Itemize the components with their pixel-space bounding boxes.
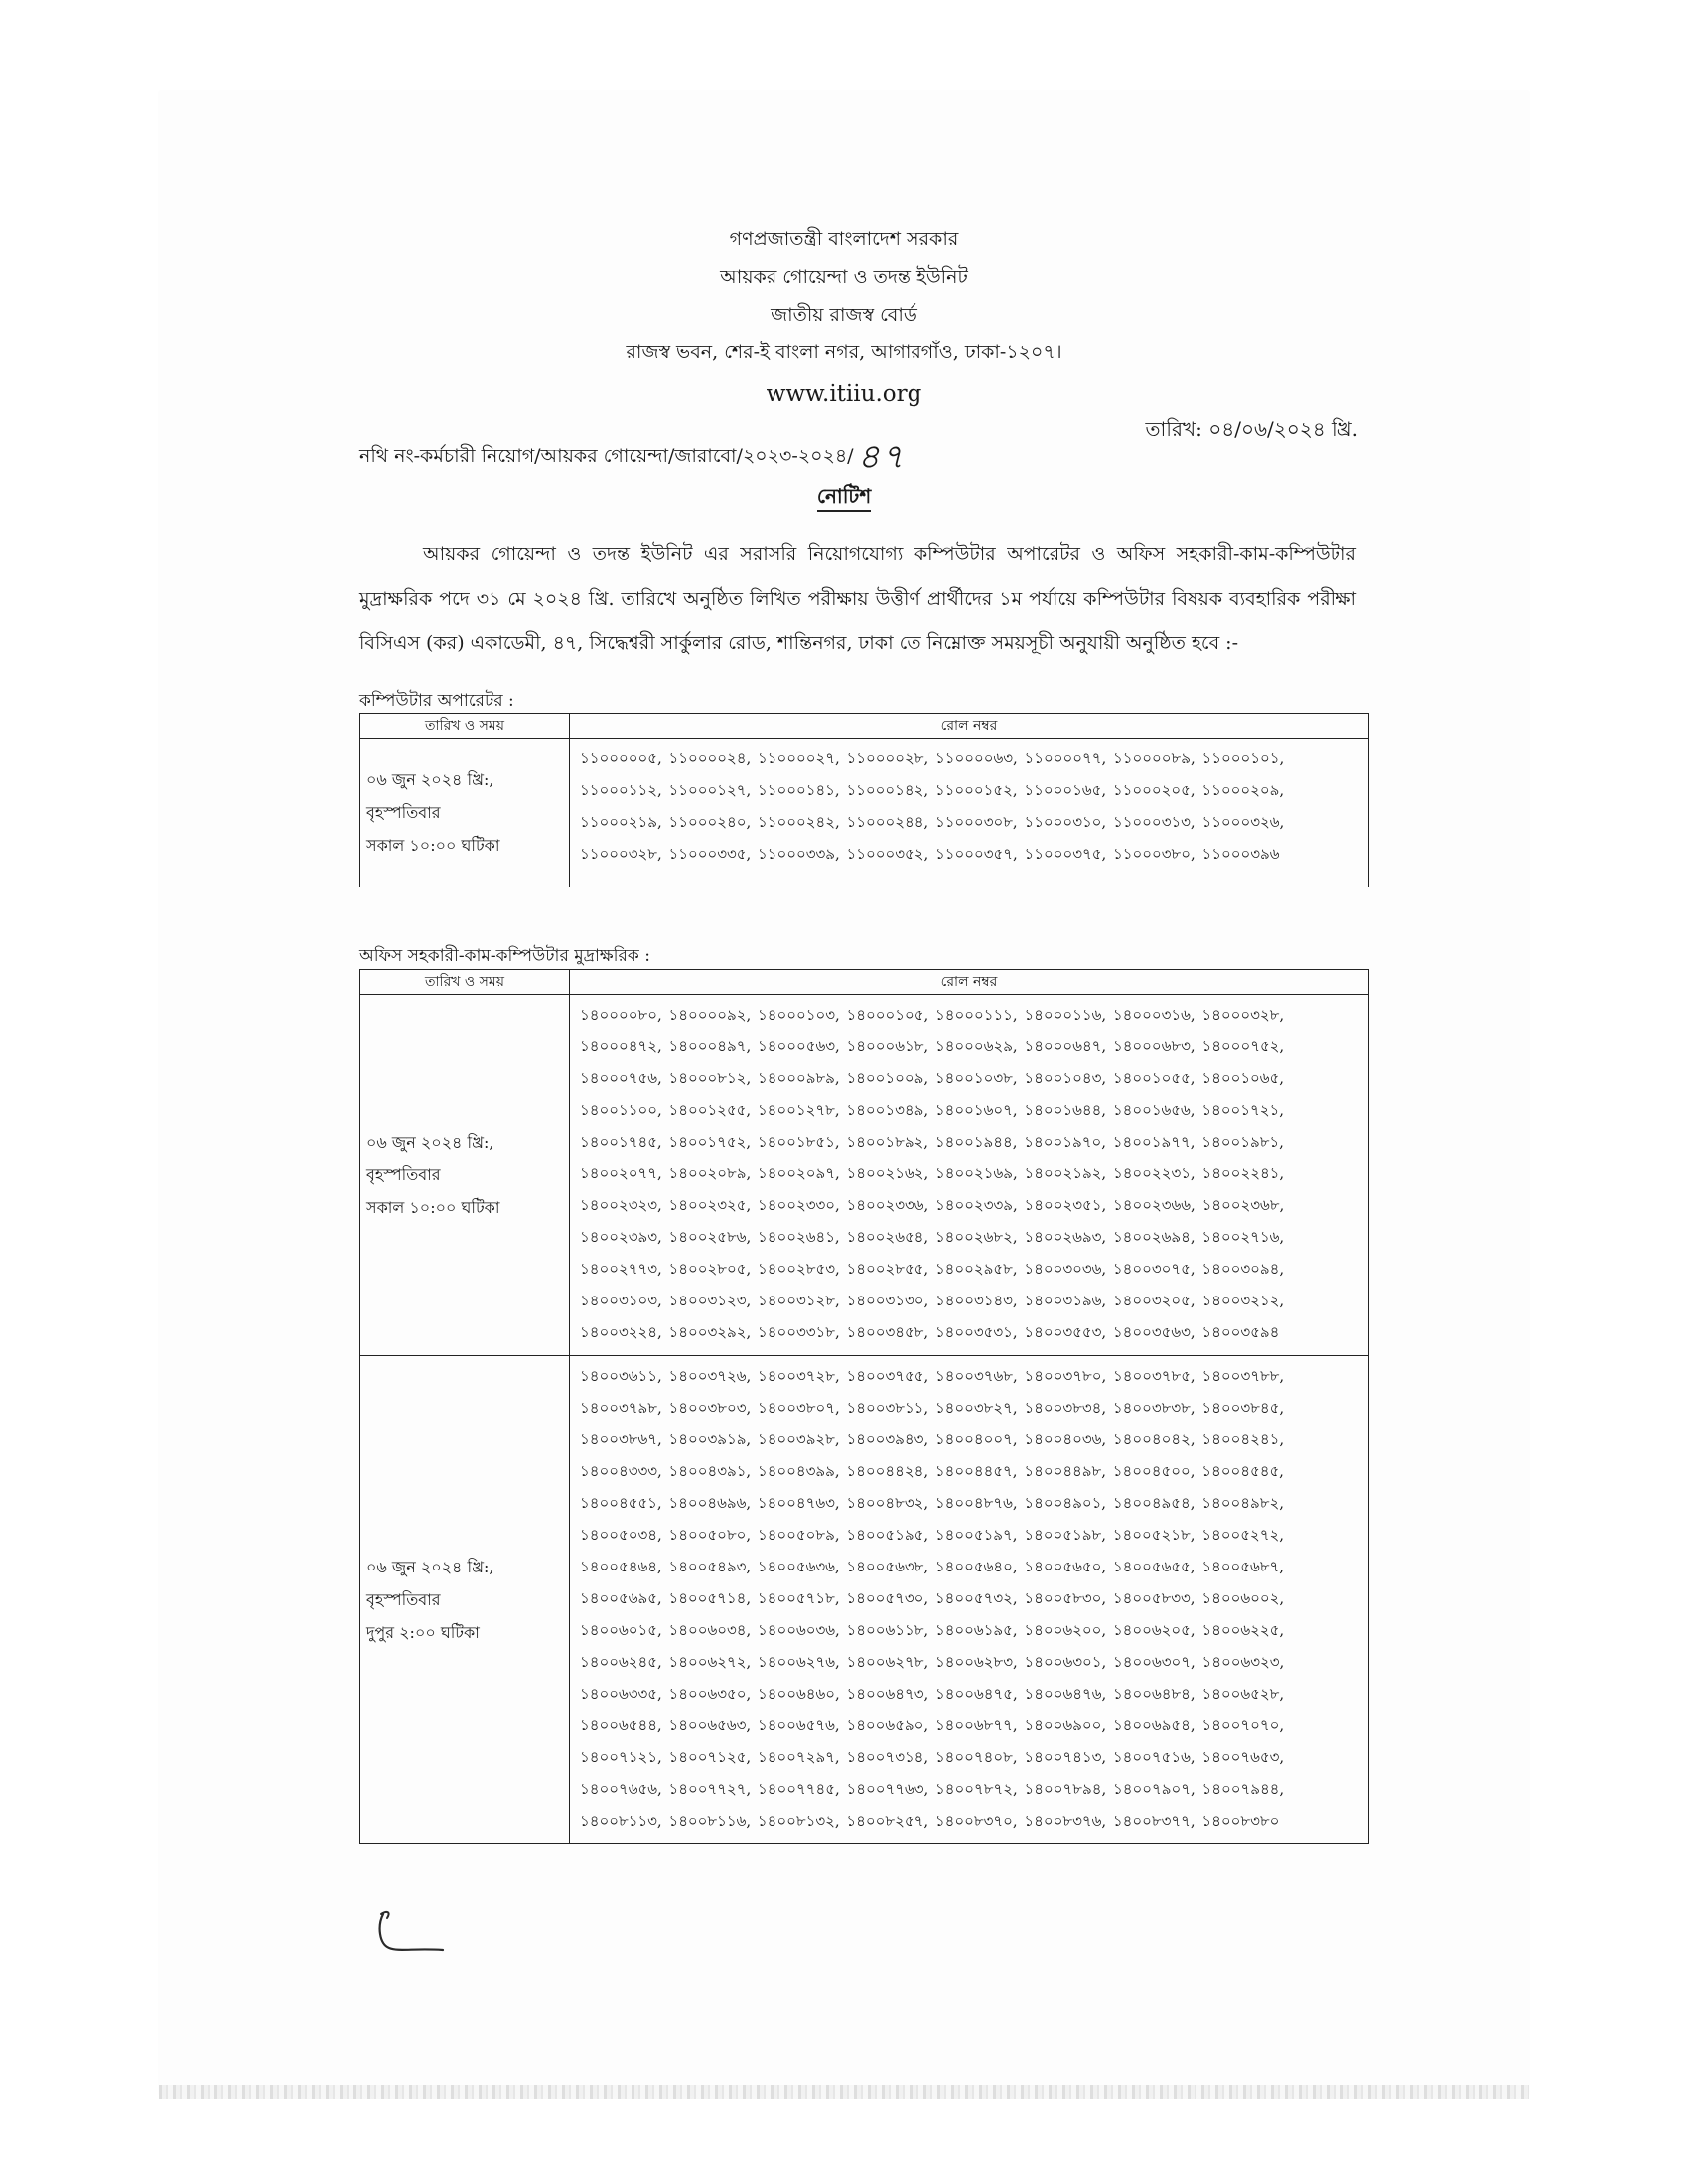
roll-numbers-cell: ১১০০০০০৫, ১১০০০০২৪, ১১০০০০২৭, ১১০০০০২৮, ১১০০০০৬৩, ১১০০০০৭৭, ১১০০০০৮৯, ১১০০০১০১, ১১০০০১১২, ১১০০০১২৭, ১১০০০১৪১, ১১০০০১৪২, ১১০০০১৫২, ১১০০০১৬৫, ১১০০০২০৫, ১১০০০২০৯, ১১০০০২১৯, ১১০০০২৪০, ১১০০০২৪২, ১১০০০২৪৪, ১১০০০৩০৮, ১১০০০৩১০, ১১০০০৩১৩, ১১০০০৩২৬, ১১০০০৩২৮, ১১০০০৩৩৫, ১১০০০৩৩৯, ১১০০০৩৫২, ১১০০০৩৫৭, ১১০০০৩৭৫, ১১০০০৩৮০, ১১০০০৩৯৬ xyxy=(570,739,1369,887)
schedule-time: সকাল ১০:০০ ঘটিকা xyxy=(366,836,500,855)
computer-operator-table xyxy=(359,713,1369,887)
letterhead-board: জাতীয় রাজস্ব বোর্ড xyxy=(771,304,917,326)
table-row xyxy=(360,739,1369,887)
schedule-date: ০৬ জুন ২০২৪ খ্রি:, xyxy=(366,770,494,789)
office-assistant-table xyxy=(359,969,1369,1844)
handwritten-initials xyxy=(373,1904,451,1960)
schedule-day: বৃহস্পতিবার xyxy=(366,803,441,822)
notice-body: আয়কর গোয়েন্দা ও তদন্ত ইউনিট এর সরাসরি নিয়োগযোগ্য কম্পিউটার অপারেটর ও অফিস সহকারী-কাম-কম্পিউটার মুদ্রাক্ষরিক পদে ৩১ মে ২০২৪ খ্রি. তারিখে অনুষ্ঠিত লিখিত পরীক্ষায় উত্তীর্ণ প্রার্থীদের ১ম পর্যায়ে কম্পিউটার বিষয়ক ব্যবহারিক পরীক্ষা বিসিএস (কর) একাডেমী, ৪৭, সিদ্ধেশ্বরী সার্কুলার রোড, শান্তিনগর, ঢাকা তে নিম্নোক্ত সময়সূচী অনুযায়ী অনুষ্ঠিত হবে :- xyxy=(359,543,1356,654)
column-header-roll-number: রোল নম্বর xyxy=(570,970,1369,995)
table-row xyxy=(360,995,1369,1356)
schedule-date: ০৬ জুন ২০২৪ খ্রি:, xyxy=(366,1558,494,1576)
handwritten-memo-number: ৪৭ xyxy=(857,437,906,477)
schedule-time: দুপুর ২:০০ ঘটিকা xyxy=(366,1623,480,1642)
schedule-cell xyxy=(360,995,570,1356)
letterhead-unit: আয়কর গোয়েন্দা ও তদন্ত ইউনিট xyxy=(720,266,968,288)
schedule-day: বৃহস্পতিবার xyxy=(366,1165,441,1184)
schedule-cell xyxy=(360,739,570,887)
schedule-cell xyxy=(360,1356,570,1844)
schedule-date: ০৬ জুন ২০২৪ খ্রি:, xyxy=(366,1133,494,1152)
notice-date: তারিখ: ০৪/০৬/২০২৪ খ্রি. xyxy=(1145,417,1358,441)
scan-edge-artifact xyxy=(159,2085,1529,2099)
file-number-text: নথি নং-কর্মচারী নিয়োগ/আয়কর গোয়েন্দা/জারাবো/২০২৩-২০২৪/ xyxy=(359,445,854,467)
table-header-row xyxy=(360,970,1369,995)
notice-heading-text: নোটিশ xyxy=(817,484,871,512)
schedule-day: বৃহস্পতিবার xyxy=(366,1590,441,1609)
letterhead-website: www.itiiu.org xyxy=(766,381,922,407)
column-header-roll-number: রোল নম্বর xyxy=(570,714,1369,739)
section-label-computer-operator: কম্পিউটার অপারেটর : xyxy=(359,691,514,711)
letterhead xyxy=(159,220,1529,413)
letterhead-address: রাজস্ব ভবন, শের-ই বাংলা নগর, আগারগাঁও, ঢাকা-১২০৭। xyxy=(626,341,1062,363)
file-number xyxy=(359,425,906,481)
roll-numbers-cell: ১৪০০০০৮০, ১৪০০০০৯২, ১৪০০০১০৩, ১৪০০০১০৫, ১৪০০০১১১, ১৪০০০১১৬, ১৪০০০৩১৬, ১৪০০০৩২৮, ১৪০০০৪৭২, ১৪০০০৪৯৭, ১৪০০০৫৬৩, ১৪০০০৬১৮, ১৪০০০৬২৯, ১৪০০০৬৪৭, ১৪০০০৬৮৩, ১৪০০০৭৫২, ১৪০০০৭৫৬, ১৪০০০৮১২, ১৪০০০৯৮৯, ১৪০০১০০৯, ১৪০০১০৩৮, ১৪০০১০৪৩, ১৪০০১০৫৫, ১৪০০১০৬৫, ১৪০০১১০০, ১৪০০১২৫৫, ১৪০০১২৭৮, ১৪০০১৩৪৯, ১৪০০১৬০৭, ১৪০০১৬৪৪, ১৪০০১৬৫৬, ১৪০০১৭২১, ১৪০০১৭৪৫, ১৪০০১৭৫২, ১৪০০১৮৫১, ১৪০০১৮৯২, ১৪০০১৯৪৪, ১৪০০১৯৭০, ১৪০০১৯৭৭, ১৪০০১৯৮১, ১৪০০২০৭৭, ১৪০০২০৮৯, ১৪০০২০৯৭, ১৪০০২১৬২, ১৪০০২১৬৯, ১৪০০২১৯২, ১৪০০২২৩১, ১৪০০২২৪১, ১৪০০২৩২৩, ১৪০০২৩২৫, ১৪০০২৩৩০, ১৪০০২৩৩৬, ১৪০০২৩৩৯, ১৪০০২৩৫১, ১৪০০২৩৬৬, ১৪০০২৩৬৮, ১৪০০২৩৯৩, ১৪০০২৫৮৬, ১৪০০২৬৪১, ১৪০০২৬৫৪, ১৪০০২৬৮২, ১৪০০২৬৯৩, ১৪০০২৬৯৪, ১৪০০২৭১৬, ১৪০০২৭৭৩, ১৪০০২৮০৫, ১৪০০২৮৫৩, ১৪০০২৮৫৫, ১৪০০২৯৫৮, ১৪০০৩০৩৬, ১৪০০৩০৭৫, ১৪০০৩০৯৪, ১৪০০৩১০৩, ১৪০০৩১২৩, ১৪০০৩১২৮, ১৪০০৩১৩০, ১৪০০৩১৪৩, ১৪০০৩১৯৬, ১৪০০৩২০৫, ১৪০০৩২১২, ১৪০০৩২২৪, ১৪০০৩২৯২, ১৪০০৩৩১৮, ১৪০০৩৪৫৮, ১৪০০৩৫৩১, ১৪০০৩৫৫৩, ১৪০০৩৫৬৩, ১৪০০৩৫৯৪ xyxy=(570,995,1369,1356)
notice-heading xyxy=(159,482,1529,515)
section-label-office-assistant: অফিস সহকারী-কাম-কম্পিউটার মুদ্রাক্ষরিক : xyxy=(359,946,650,966)
table-row xyxy=(360,1356,1369,1844)
letterhead-government: গণপ্রজাতন্ত্রী বাংলাদেশ সরকার xyxy=(729,228,959,250)
schedule-time: সকাল ১০:০০ ঘটিকা xyxy=(366,1198,500,1217)
table-header-row xyxy=(360,714,1369,739)
column-header-date-time: তারিখ ও সময় xyxy=(360,714,570,739)
column-header-date-time: তারিখ ও সময় xyxy=(360,970,570,995)
roll-numbers-cell: ১৪০০৩৬১১, ১৪০০৩৭২৬, ১৪০০৩৭২৮, ১৪০০৩৭৫৫, ১৪০০৩৭৬৮, ১৪০০৩৭৮০, ১৪০০৩৭৮৫, ১৪০০৩৭৮৮, ১৪০০৩৭৯৮, ১৪০০৩৮০৩, ১৪০০৩৮০৭, ১৪০০৩৮১১, ১৪০০৩৮২৭, ১৪০০৩৮৩৪, ১৪০০৩৮৩৮, ১৪০০৩৮৪৫, ১৪০০৩৮৬৭, ১৪০০৩৯১৯, ১৪০০৩৯২৮, ১৪০০৩৯৪৩, ১৪০০৪০০৭, ১৪০০৪০৩৬, ১৪০০৪০৪২, ১৪০০৪২৪১, ১৪০০৪৩৩৩, ১৪০০৪৩৯১, ১৪০০৪৩৯৯, ১৪০০৪৪২৪, ১৪০০৪৪৫৭, ১৪০০৪৪৯৮, ১৪০০৪৫০০, ১৪০০৪৫৪৫, ১৪০০৪৫৫১, ১৪০০৪৬৯৬, ১৪০০৪৭৬৩, ১৪০০৪৮৩২, ১৪০০৪৮৭৬, ১৪০০৪৯০১, ১৪০০৪৯৫৪, ১৪০০৪৯৮২, ১৪০০৫০৩৪, ১৪০০৫০৮০, ১৪০০৫০৮৯, ১৪০০৫১৯৫, ১৪০০৫১৯৭, ১৪০০৫১৯৮, ১৪০০৫২১৮, ১৪০০৫২৭২, ১৪০০৫৪৬৪, ১৪০০৫৪৯৩, ১৪০০৫৬৩৬, ১৪০০৫৬৩৮, ১৪০০৫৬৪০, ১৪০০৫৬৫০, ১৪০০৫৬৫৫, ১৪০০৫৬৮৭, ১৪০০৫৬৯৫, ১৪০০৫৭১৪, ১৪০০৫৭১৮, ১৪০০৫৭৩০, ১৪০০৫৭৩২, ১৪০০৫৮৩০, ১৪০০৫৮৩৩, ১৪০০৬০০২, ১৪০০৬০১৫, ১৪০০৬০৩৪, ১৪০০৬০৩৬, ১৪০০৬১১৮, ১৪০০৬১৯৫, ১৪০০৬২০০, ১৪০০৬২০৫, ১৪০০৬২২৫, ১৪০০৬২৪৫, ১৪০০৬২৭২, ১৪০০৬২৭৬, ১৪০০৬২৭৮, ১৪০০৬২৮৩, ১৪০০৬৩০১, ১৪০০৬৩০৭, ১৪০০৬৩২৩, ১৪০০৬৩৩৫, ১৪০০৬৩৫০, ১৪০০৬৪৬০, ১৪০০৬৪৭৩, ১৪০০৬৪৭৫, ১৪০০৬৪৭৬, ১৪০০৬৪৮৪, ১৪০০৬৫২৮, ১৪০০৬৫৪৪, ১৪০০৬৫৬৩, ১৪০০৬৫৭৬, ১৪০০৬৫৯০, ১৪০০৬৮৭৭, ১৪০০৬৯০০, ১৪০০৬৯৫৪, ১৪০০৭০৭০, ১৪০০৭১২১, ১৪০০৭১২৫, ১৪০০৭২৯৭, ১৪০০৭৩১৪, ১৪০০৭৪০৮, ১৪০০৭৪১৩, ১৪০০৭৫১৬, ১৪০০৭৬৫৩, ১৪০০৭৬৫৬, ১৪০০৭৭২৭, ১৪০০৭৭৪৫, ১৪০০৭৭৬৩, ১৪০০৭৮৭২, ১৪০০৭৮৯৪, ১৪০০৭৯০৭, ১৪০০৭৯৪৪, ১৪০০৮১১৩, ১৪০০৮১১৬, ১৪০০৮১৩২, ১৪০০৮২৫৭, ১৪০০৮৩৭০, ১৪০০৮৩৭৬, ১৪০০৮৩৭৭, ১৪০০৮৩৮০ xyxy=(570,1356,1369,1844)
